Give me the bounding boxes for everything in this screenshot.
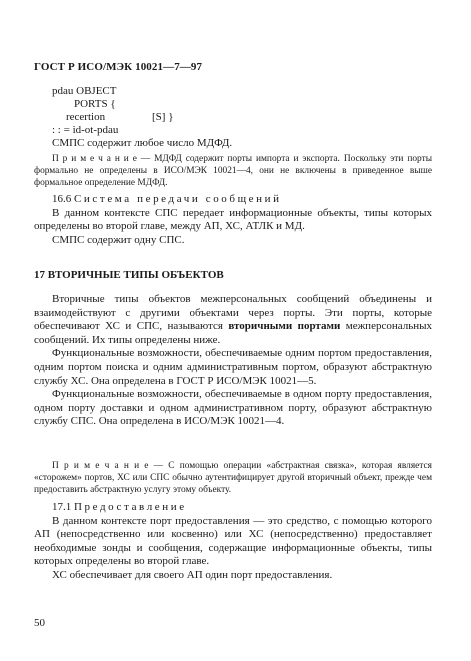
note-label: П р и м е ч а н и е	[52, 154, 137, 164]
paragraph-text: ХС обеспечивает для своего АП один порт предоставления.	[52, 568, 333, 581]
note-text: — С помощью операции «абстрактная связка», которая является «сторожем» портов, ХС или СПС обычно аутентифицирует другой вторичный объект, прежде чем предоставить абстрактную услугу этому объекту.	[34, 461, 432, 495]
paragraph-text: межперсональных сообщений. Их типы определены ниже.	[34, 320, 432, 346]
note	[34, 460, 432, 496]
section-number: 17.1	[52, 501, 74, 513]
note	[34, 153, 432, 189]
page-number: 50	[34, 617, 45, 629]
section-title: Система передачи сообщений	[74, 193, 282, 205]
note-text: — МДФД содержит порты импорта и экспорта. Поскольку эти порты формально не определены в ИСО/МЭК 10021—4, они не включены в приведенное выше формальное определение МДФД.	[34, 154, 433, 188]
running-header: ГОСТ Р ИСО/МЭК 10021—7—97	[34, 61, 203, 73]
paragraph	[34, 137, 432, 151]
section-title: Предоставление	[74, 501, 187, 513]
code-line: : : = id-ot-pdau	[52, 124, 119, 136]
paragraph-text: В данном контексте порт предоставления — это средство, с помощью которого АП (непосредственно или косвенно) или ХС (непосредственно) предоставляет необходимые зонды и сообщения, содержащие информационные объекты, типы которых определены во второй главе.	[34, 514, 432, 568]
paragraph-text: Функциональные возможности, обеспечиваемые в одном порту предоставления, одном порту доставки и одном административном порту, образуют абстрактную службу СПС. Она определена в ИСО/МЭК 10021—4.	[34, 388, 432, 428]
section-17-body	[34, 293, 432, 429]
section-number: 16.6	[52, 193, 74, 205]
code-line: recertion	[66, 111, 106, 123]
paragraph-text: СМПС содержит любое число МДФД.	[52, 137, 233, 149]
paragraph-text: Вторичные типы объектов межперсональных сообщений объединены и взаимодействуют с другими объектами через порты. Эти порты, которые обеспечивают ХС и СПС, называются	[34, 293, 432, 333]
section-16-6	[34, 193, 432, 247]
paragraph-text: СМПС содержит одну СПС.	[52, 233, 185, 246]
paragraph	[34, 293, 432, 347]
note-label: П р и м е ч а н и е	[52, 461, 149, 471]
paragraph-text: В данном контексте СПС передает информационные объекты, типы которых определены во второй главе, между АП, ХС, АТЛК и МД.	[34, 206, 432, 233]
code-line: PORTS {	[74, 98, 116, 110]
code-line: pdau OBJECT	[52, 85, 117, 97]
bold-term: вторичными портами	[228, 320, 341, 333]
section-heading: 17 ВТОРИЧНЫЕ ТИПЫ ОБЪЕКТОВ	[34, 269, 224, 281]
code-line: [S] }	[152, 111, 174, 123]
paragraph-text: Функциональные возможности, обеспечиваемые одним портом предоставления, одним портом поиска и одним административным портом, образуют абстрактную службу ХС. Она определена в ГОСТ Р ИСО/МЭК 10021—5.	[34, 347, 432, 387]
section-17-1	[34, 501, 432, 583]
